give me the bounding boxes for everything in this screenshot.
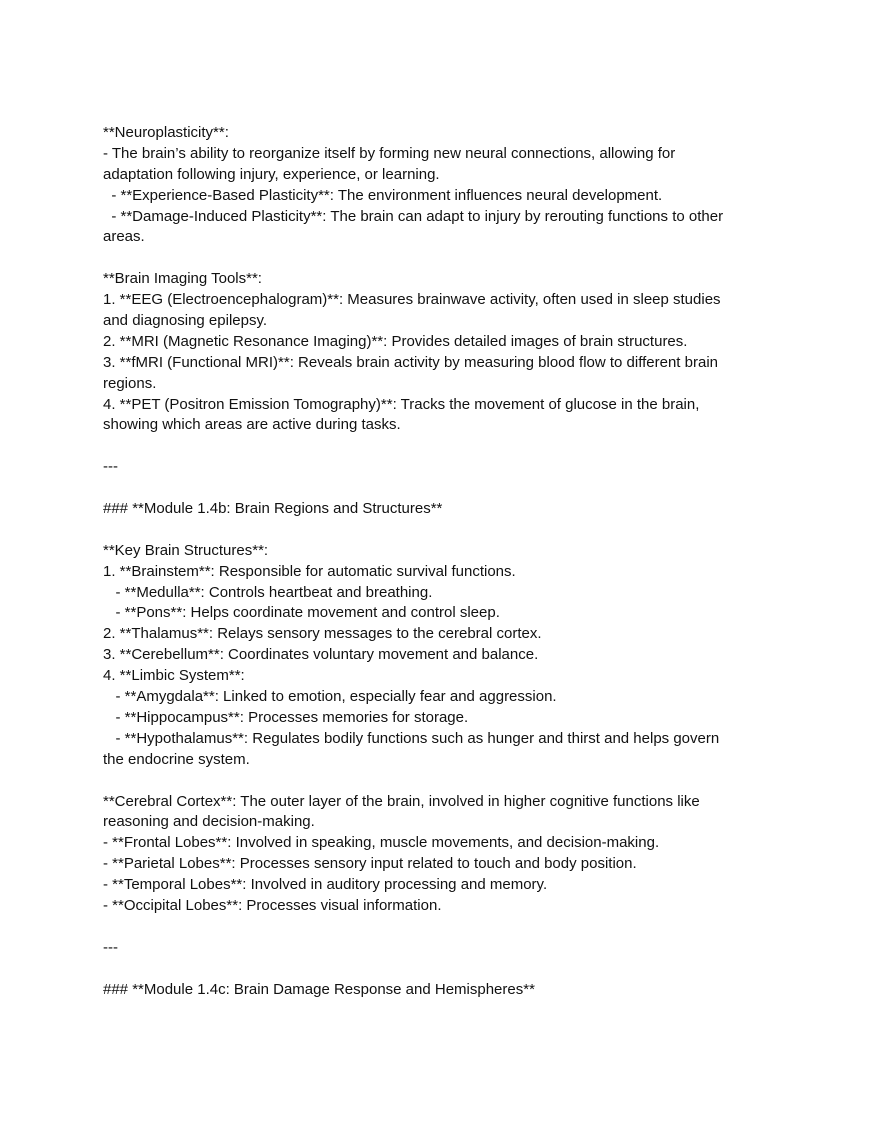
- text-line: **Cerebral Cortex**: The outer layer of the brain, involved in higher cognitive functions like: [103, 792, 700, 810]
- numbered-item: 4. **PET (Positron Emission Tomography)**: Tracks the movement of glucose in the brain,: [103, 395, 700, 413]
- horizontal-rule-text: ---: [103, 458, 118, 476]
- blank-line: [103, 917, 783, 938]
- list-item: - **Frontal Lobes**: Involved in speaking, muscle movements, and decision-making.: [103, 834, 660, 852]
- list-item: - **Amygdala**: Linked to emotion, especially fear and aggression.: [103, 688, 557, 706]
- module-heading: ### **Module 1.4c: Brain Damage Response and Hemispheres**: [103, 980, 535, 998]
- list-item: - **Damage-Induced Plasticity**: The brain can adapt to injury by rerouting functions to other: [103, 207, 724, 225]
- list-item: - **Hippocampus**: Processes memories for storage.: [103, 708, 469, 726]
- text-line: regions.: [103, 374, 157, 392]
- text-line: adaptation following injury, experience, or learning.: [103, 165, 440, 183]
- numbered-item: 1. **EEG (Electroencephalogram)**: Measures brainwave activity, often used in sleep studies: [103, 291, 721, 309]
- list-item: - **Medulla**: Controls heartbeat and breathing.: [103, 583, 433, 601]
- numbered-item: 2. **Thalamus**: Relays sensory messages to the cerebral cortex.: [103, 625, 542, 643]
- blank-line: [103, 771, 783, 792]
- numbered-item: 1. **Brainstem**: Responsible for automatic survival functions.: [103, 562, 516, 580]
- list-item: - **Pons**: Helps coordinate movement and control sleep.: [103, 604, 500, 622]
- list-item: - **Parietal Lobes**: Processes sensory input related to touch and body position.: [103, 855, 637, 873]
- list-item: - **Temporal Lobes**: Involved in auditory processing and memory.: [103, 876, 548, 894]
- blank-line: [103, 478, 783, 499]
- numbered-item: 2. **MRI (Magnetic Resonance Imaging)**: Provides detailed images of brain structures.: [103, 332, 688, 350]
- list-item: - **Hypothalamus**: Regulates bodily functions such as hunger and thirst and helps govern: [103, 729, 720, 747]
- blank-line: [103, 520, 783, 541]
- document-body: [103, 123, 783, 1000]
- text-line: areas.: [103, 228, 145, 246]
- blank-line: [103, 959, 783, 980]
- list-item: - **Experience-Based Plasticity**: The environment influences neural development.: [103, 186, 663, 204]
- text-line: and diagnosing epilepsy.: [103, 312, 268, 330]
- blank-line: [103, 436, 783, 457]
- section-heading: **Key Brain Structures**:: [103, 541, 269, 559]
- text-line: the endocrine system.: [103, 750, 250, 768]
- section-heading: **Neuroplasticity**:: [103, 124, 229, 141]
- text-line: reasoning and decision-making.: [103, 813, 315, 831]
- list-item: - **Occipital Lobes**: Processes visual information.: [103, 896, 442, 914]
- numbered-item: 3. **fMRI (Functional MRI)**: Reveals brain activity by measuring blood flow to different brain: [103, 353, 718, 371]
- numbered-item: 4. **Limbic System**:: [103, 667, 245, 685]
- numbered-item: 3. **Cerebellum**: Coordinates voluntary movement and balance.: [103, 646, 539, 664]
- text-line: showing which areas are active during tasks.: [103, 416, 401, 434]
- blank-line: [103, 248, 783, 269]
- horizontal-rule-text: ---: [103, 938, 118, 956]
- list-item: - The brain’s ability to reorganize itself by forming new neural connections, allowing for: [103, 144, 676, 162]
- section-heading: **Brain Imaging Tools**:: [103, 270, 262, 288]
- module-heading: ### **Module 1.4b: Brain Regions and Structures**: [103, 500, 443, 518]
